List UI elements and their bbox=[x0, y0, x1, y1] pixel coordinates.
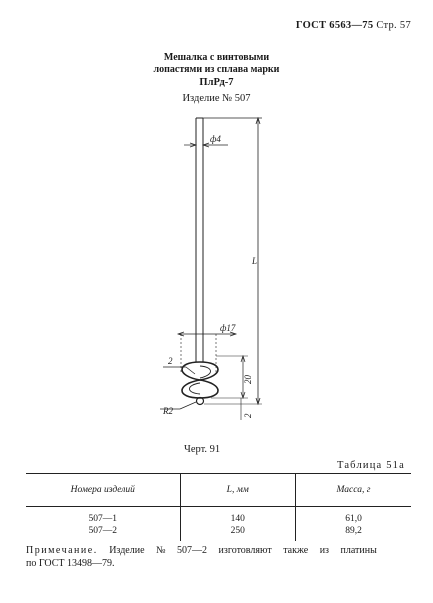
col-header-item: Номера изделий bbox=[26, 474, 180, 507]
thickness-label: 2 bbox=[168, 356, 173, 366]
table-row bbox=[26, 525, 411, 541]
figure-caption: Черт. 91 bbox=[184, 444, 221, 455]
length-label: L bbox=[252, 256, 258, 266]
blade-height-label: 20 bbox=[243, 375, 253, 384]
cell-mass: 89,2 bbox=[296, 525, 412, 541]
blade-diameter-label: ф17 bbox=[220, 323, 236, 333]
radius-label: R2 bbox=[163, 406, 173, 416]
bottom-gap-label: 2 bbox=[243, 413, 253, 418]
footnote bbox=[26, 544, 411, 570]
data-table bbox=[26, 473, 411, 541]
item-number: Изделие № 507 bbox=[182, 93, 251, 104]
col-header-mass: Масса, г bbox=[296, 474, 412, 507]
cell-mass: 61,0 bbox=[296, 507, 412, 526]
cell-item: 507—2 bbox=[88, 526, 117, 536]
cell-length: 250 bbox=[180, 525, 296, 541]
title-line-2: лопастями из сплава марки bbox=[153, 64, 280, 75]
note-line-2: по ГОСТ 13498—79. bbox=[26, 558, 115, 569]
blade-lower bbox=[182, 362, 218, 398]
standard-number: ГОСТ 6563—75 bbox=[295, 20, 374, 31]
col-header-length: L, мм bbox=[180, 474, 296, 507]
cell-length: 140 bbox=[180, 507, 296, 526]
rod-diameter-label: ф4 bbox=[210, 134, 221, 144]
table-header-row bbox=[26, 474, 411, 507]
table-caption: Таблица 51а bbox=[336, 460, 405, 471]
cell-item: 507—1 bbox=[88, 514, 117, 524]
note-text: Изделие № 507—2 изготовляют также из платины bbox=[109, 545, 377, 556]
title-alloy: ПлРд-7 bbox=[199, 77, 234, 88]
title-line-1: Мешалка с винтовыми bbox=[163, 52, 270, 63]
table-row bbox=[26, 507, 411, 526]
page-number: Стр. 57 bbox=[376, 20, 411, 31]
note-label: Примечание. bbox=[26, 545, 98, 556]
